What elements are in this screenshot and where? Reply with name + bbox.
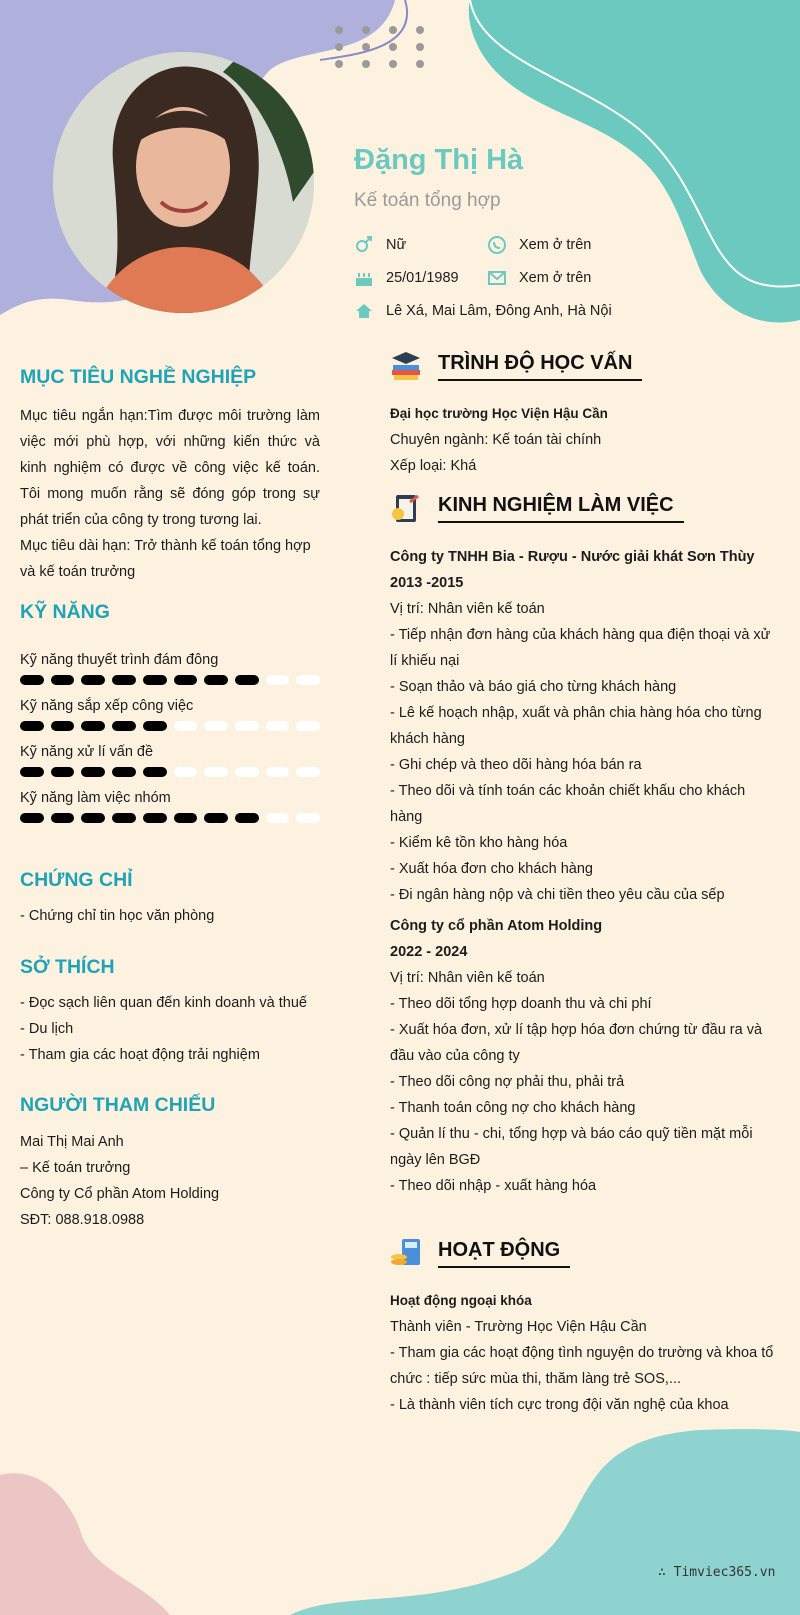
phone-info (487, 235, 591, 255)
rating-dot-filled (51, 767, 75, 777)
rating-dot-filled (112, 675, 136, 685)
address-info (354, 301, 612, 321)
education-heading: TRÌNH ĐỘ HỌC VẤN (438, 352, 642, 381)
skill-item (20, 790, 320, 823)
birthday-cake-icon (354, 268, 374, 288)
job-task: - Xuất hóa đơn, xử lí tập hợp hóa đơn chứng từ đầu ra và đầu vào của công ty (390, 1022, 763, 1064)
rating-dot-empty (235, 767, 259, 777)
long-term-objective: Mục tiêu dài hạn: Trở thành kế toán tổng hợp và kế toán trưởng (20, 538, 311, 580)
job-task: - Đi ngân hàng nộp và chi tiền theo yêu cầu của sếp (390, 887, 725, 903)
skill-rating (20, 721, 320, 731)
education-block (390, 401, 780, 479)
activity-item: - Tham gia các hoạt động tình nguyện do trường và khoa tổ chức : tiếp sức mùa thi, thăm làng trẻ SOS,... (390, 1345, 774, 1387)
rating-dot-empty (204, 721, 228, 731)
job-task: - Thanh toán công nợ cho khách hàng (390, 1100, 636, 1116)
rating-dot-filled (51, 675, 75, 685)
envelope-icon (487, 268, 507, 288)
whatsapp-icon (487, 235, 507, 255)
rating-dot-filled (81, 813, 105, 823)
certificates-heading: CHỨNG CHỈ (20, 869, 133, 891)
experience-heading: KINH NGHIỆM LÀM VIỆC (438, 494, 684, 523)
reference-role: – Kế toán trưởng (20, 1160, 131, 1176)
rating-dot-empty (296, 813, 320, 823)
skill-item (20, 652, 320, 685)
gender-text: Nữ (386, 237, 407, 253)
job-position: Vị trí: Nhân viên kế toán (390, 601, 545, 617)
email-info (487, 268, 591, 288)
skill-item (20, 698, 320, 731)
skill-rating (20, 675, 320, 685)
address-text: Lê Xá, Mai Lâm, Đông Anh, Hà Nội (386, 303, 612, 319)
rating-dot-filled (143, 675, 167, 685)
job-task: - Tiếp nhận đơn hàng của khách hàng qua điện thoại và xử lí khiếu nại (390, 627, 771, 669)
teal-bottom-blob (290, 1429, 800, 1615)
email-text: Xem ở trên (519, 270, 592, 286)
skill-rating (20, 813, 320, 823)
activities-heading: HOẠT ĐỘNG (438, 1239, 570, 1268)
job-task: - Xuất hóa đơn cho khách hàng (390, 861, 593, 877)
hobby-item: - Đọc sạch liên quan đến kinh doanh và thuế (20, 995, 307, 1011)
references-list (20, 1129, 320, 1233)
gender-info (354, 235, 406, 255)
experience-job-2 (390, 913, 780, 1199)
skill-label: Kỹ năng sắp xếp công việc (20, 698, 194, 714)
rating-dot-filled (235, 675, 259, 685)
skills-heading: KỸ NĂNG (20, 601, 110, 623)
rating-dot-filled (81, 767, 105, 777)
rating-dot-filled (143, 767, 167, 777)
job-task: - Soạn thảo và báo giá cho từng khách hàng (390, 679, 677, 695)
certificates-list (20, 903, 320, 929)
job-task: - Lê kế hoạch nhập, xuất và phân chia hàng hóa cho từng khách hàng (390, 705, 762, 747)
activity-item: - Là thành viên tích cực trong đội văn nghệ của khoa (390, 1397, 729, 1413)
job-position: Vị trí: Nhân viên kế toán (390, 970, 545, 986)
hobbies-heading: SỞ THÍCH (20, 956, 115, 978)
home-icon (354, 301, 374, 321)
short-term-objective: Mục tiêu ngắn hạn:Tìm được môi trường làm việc mới phù hợp, với những kiến thức và kinh nghiệm có được về công việc kế toán. Tôi mong muốn rằng sẽ đóng góp trong sự phát triển của công ty trong tương lai. (20, 408, 320, 528)
experience-section-header (390, 492, 684, 524)
activities-section-header (390, 1237, 570, 1269)
rating-dot-filled (143, 813, 167, 823)
job-task: - Quản lí thu - chi, tổng hợp và báo cáo quỹ tiền mặt mỗi ngày lên BGĐ (390, 1126, 753, 1168)
career-objective-text (20, 403, 320, 585)
activity-title: Hoạt động ngoại khóa (390, 1293, 532, 1308)
watermark: ∴ Timviec365.vn (658, 1565, 776, 1580)
rating-dot-filled (235, 813, 259, 823)
rating-dot-filled (20, 675, 44, 685)
references-heading: NGƯỜI THAM CHIẾU (20, 1094, 216, 1116)
job-company: Công ty cổ phần Atom Holding (390, 918, 603, 934)
activity-role: Thành viên - Trường Học Viện Hậu Cần (390, 1319, 647, 1335)
job-task: - Theo dõi tổng hợp doanh thu và chi phí (390, 996, 652, 1012)
rating-dot-filled (20, 767, 44, 777)
job-task: - Theo dõi và tính toán các khoản chiết khấu cho khách hàng (390, 783, 746, 825)
avatar-illustration (53, 52, 314, 313)
rating-dot-filled (112, 813, 136, 823)
rating-dot-empty (266, 813, 290, 823)
birthday-text: 25/01/1989 (386, 270, 459, 286)
hobby-item: - Du lịch (20, 1021, 74, 1037)
rating-dot-empty (266, 721, 290, 731)
education-major: Chuyên ngành: Kế toán tài chính (390, 432, 602, 448)
rating-dot-filled (81, 721, 105, 731)
skill-label: Kỹ năng làm việc nhóm (20, 790, 171, 806)
hobby-item: - Tham gia các hoạt động trải nghiệm (20, 1047, 260, 1063)
reference-name: Mai Thị Mai Anh (20, 1134, 124, 1150)
experience-job-1 (390, 544, 780, 908)
rating-dot-empty (174, 721, 198, 731)
rating-dot-empty (266, 767, 290, 777)
education-grade: Xếp loại: Khá (390, 458, 477, 474)
rating-dot-empty (174, 767, 198, 777)
rating-dot-empty (235, 721, 259, 731)
rating-dot-filled (112, 721, 136, 731)
rating-dot-filled (174, 675, 198, 685)
rating-dot-filled (204, 675, 228, 685)
rating-dot-filled (20, 721, 44, 731)
job-task: - Theo dõi công nợ phải thu, phải trả (390, 1074, 625, 1090)
reference-company: Công ty Cổ phần Atom Holding (20, 1186, 220, 1202)
pink-blob (0, 1473, 170, 1615)
candidate-name: Đặng Thị Hà (354, 144, 524, 176)
skill-item (20, 744, 320, 777)
profile-photo (53, 52, 314, 313)
reference-phone: SĐT: 088.918.0988 (20, 1212, 145, 1228)
skill-label: Kỹ năng xử lí vấn đề (20, 744, 154, 760)
certificate-item: - Chứng chỉ tin học văn phòng (20, 908, 215, 924)
rating-dot-filled (51, 813, 75, 823)
birthday-info (354, 268, 459, 288)
books-graduation-icon (390, 350, 422, 382)
clipboard-experience-icon (390, 492, 422, 524)
activities-block (390, 1288, 780, 1418)
job-period: 2013 -2015 (390, 575, 464, 591)
job-company: Công ty TNHH Bia - Rượu - Nước giải khát Sơn Thùy (390, 549, 755, 565)
rating-dot-filled (51, 721, 75, 731)
rating-dot-empty (204, 767, 228, 777)
job-task: - Theo dõi nhập - xuất hàng hóa (390, 1178, 597, 1194)
skill-rating (20, 767, 320, 777)
rating-dot-filled (143, 721, 167, 731)
calculator-coins-icon (390, 1237, 422, 1269)
job-task: - Kiểm kê tồn kho hàng hóa (390, 835, 568, 851)
job-title: Kế toán tổng hợp (354, 190, 501, 211)
rating-dot-empty (266, 675, 290, 685)
skill-label: Kỹ năng thuyết trình đám đông (20, 652, 219, 668)
rating-dot-empty (296, 767, 320, 777)
education-section-header (390, 350, 642, 382)
hobbies-list (20, 990, 320, 1068)
education-school: Đại học trường Học Viện Hậu Cần (390, 406, 608, 421)
job-task: - Ghi chép và theo dõi hàng hóa bán ra (390, 757, 642, 773)
phone-text: Xem ở trên (519, 237, 592, 253)
gender-icon (354, 235, 374, 255)
rating-dot-filled (112, 767, 136, 777)
rating-dot-empty (296, 721, 320, 731)
job-period: 2022 - 2024 (390, 944, 468, 960)
rating-dot-filled (20, 813, 44, 823)
career-objective-heading: MỤC TIÊU NGHỀ NGHIỆP (20, 366, 257, 388)
rating-dot-filled (81, 675, 105, 685)
rating-dot-empty (296, 675, 320, 685)
rating-dot-filled (174, 813, 198, 823)
rating-dot-filled (204, 813, 228, 823)
